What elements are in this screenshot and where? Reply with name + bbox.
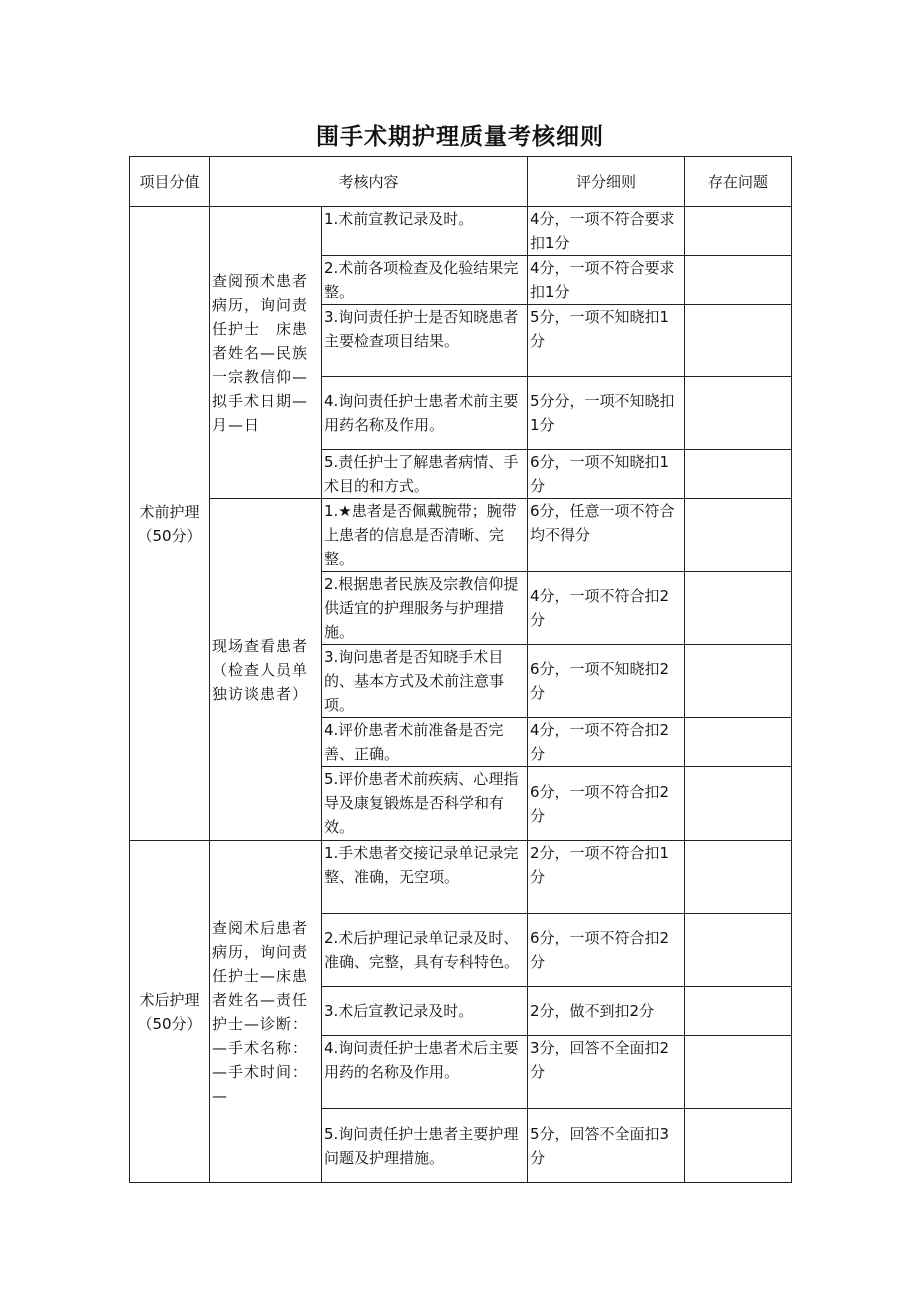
assessment-content: 1.★患者是否佩戴腕带；腕带上患者的信息是否清晰、完整。 xyxy=(322,499,528,572)
table-row xyxy=(130,499,792,572)
issue-cell[interactable] xyxy=(685,718,792,767)
issue-cell[interactable] xyxy=(685,1109,792,1183)
assessment-content: 2.术后护理记录单记录及时、准确、完整，具有专科特色。 xyxy=(322,914,528,987)
issue-cell[interactable] xyxy=(685,572,792,645)
issue-cell[interactable] xyxy=(685,377,792,450)
header-content: 考核内容 xyxy=(210,157,528,207)
header-score: 评分细则 xyxy=(528,157,685,207)
assessment-content: 3.询问责任护士是否知晓患者主要检查项目结果。 xyxy=(322,305,528,377)
header-issue: 存在问题 xyxy=(685,157,792,207)
table-row xyxy=(130,841,792,914)
assessment-content: 5.评价患者术前疾病、心理指导及康复锻炼是否科学和有效。 xyxy=(322,767,528,841)
header-item: 项目分值 xyxy=(130,157,210,207)
assessment-content: 2.根据患者民族及宗教信仰提供适宜的护理服务与护理措施。 xyxy=(322,572,528,645)
assessment-content: 1.手术患者交接记录单记录完整、准确，无空项。 xyxy=(322,841,528,914)
assessment-content: 4.询问责任护士患者术前主要用药名称及作用。 xyxy=(322,377,528,450)
score-rule: 4分，一项不符合要求扣1分 xyxy=(528,207,685,256)
assessment-table xyxy=(129,156,792,1183)
section-item: 术后护理（50分） xyxy=(130,841,210,1183)
score-rule: 5分，一项不知晓扣1分 xyxy=(528,305,685,377)
check-method: 现场查看患者（检查人员单独访谈患者） xyxy=(210,499,322,841)
issue-cell[interactable] xyxy=(685,987,792,1036)
score-rule: 6分，一项不符合扣2分 xyxy=(528,767,685,841)
score-rule: 6分，一项不符合扣2分 xyxy=(528,914,685,987)
score-rule: 4分，一项不符合扣2分 xyxy=(528,718,685,767)
assessment-content: 2.术前各项检查及化验结果完整。 xyxy=(322,256,528,305)
score-rule: 6分，一项不知晓扣2分 xyxy=(528,645,685,718)
assessment-content: 3.询问患者是否知晓手术目的、基本方式及术前注意事项。 xyxy=(322,645,528,718)
issue-cell[interactable] xyxy=(685,1036,792,1109)
issue-cell[interactable] xyxy=(685,914,792,987)
issue-cell[interactable] xyxy=(685,767,792,841)
score-rule: 2分，一项不符合扣1分 xyxy=(528,841,685,914)
issue-cell[interactable] xyxy=(685,499,792,572)
issue-cell[interactable] xyxy=(685,841,792,914)
score-rule: 6分，任意一项不符合均不得分 xyxy=(528,499,685,572)
assessment-content: 4.询问责任护士患者术后主要用药的名称及作用。 xyxy=(322,1036,528,1109)
issue-cell[interactable] xyxy=(685,305,792,377)
document-title: 围手术期护理质量考核细则 xyxy=(316,124,604,150)
assessment-content: 3.术后宣教记录及时。 xyxy=(322,987,528,1036)
issue-cell[interactable] xyxy=(685,207,792,256)
section-item: 术前护理（50分） xyxy=(130,207,210,841)
header-row xyxy=(130,157,792,207)
score-rule: 6分，一项不知晓扣1分 xyxy=(528,450,685,499)
assessment-content: 4.评价患者术前准备是否完善、正确。 xyxy=(322,718,528,767)
table-row xyxy=(130,207,792,256)
check-method: 查阅术后患者病历，询问责任护士—床患者姓名—责任护士—诊断：—手术名称：—手术时间：— xyxy=(210,841,322,1183)
check-method: 查阅预术患者病历，询问责任护士 床患者姓名—民族一宗教信仰—拟手术日期—月—日 xyxy=(210,207,322,499)
score-rule: 2分，做不到扣2分 xyxy=(528,987,685,1036)
score-rule: 5分，回答不全面扣3分 xyxy=(528,1109,685,1183)
score-rule: 4分，一项不符合要求扣1分 xyxy=(528,256,685,305)
score-rule: 3分，回答不全面扣2分 xyxy=(528,1036,685,1109)
score-rule: 4分，一项不符合扣2分 xyxy=(528,572,685,645)
assessment-content: 1.术前宣教记录及时。 xyxy=(322,207,528,256)
issue-cell[interactable] xyxy=(685,256,792,305)
assessment-content: 5.询问责任护士患者主要护理问题及护理措施。 xyxy=(322,1109,528,1183)
assessment-content: 5.责任护士了解患者病情、手术目的和方式。 xyxy=(322,450,528,499)
issue-cell[interactable] xyxy=(685,645,792,718)
issue-cell[interactable] xyxy=(685,450,792,499)
score-rule: 5分分，一项不知晓扣1分 xyxy=(528,377,685,450)
